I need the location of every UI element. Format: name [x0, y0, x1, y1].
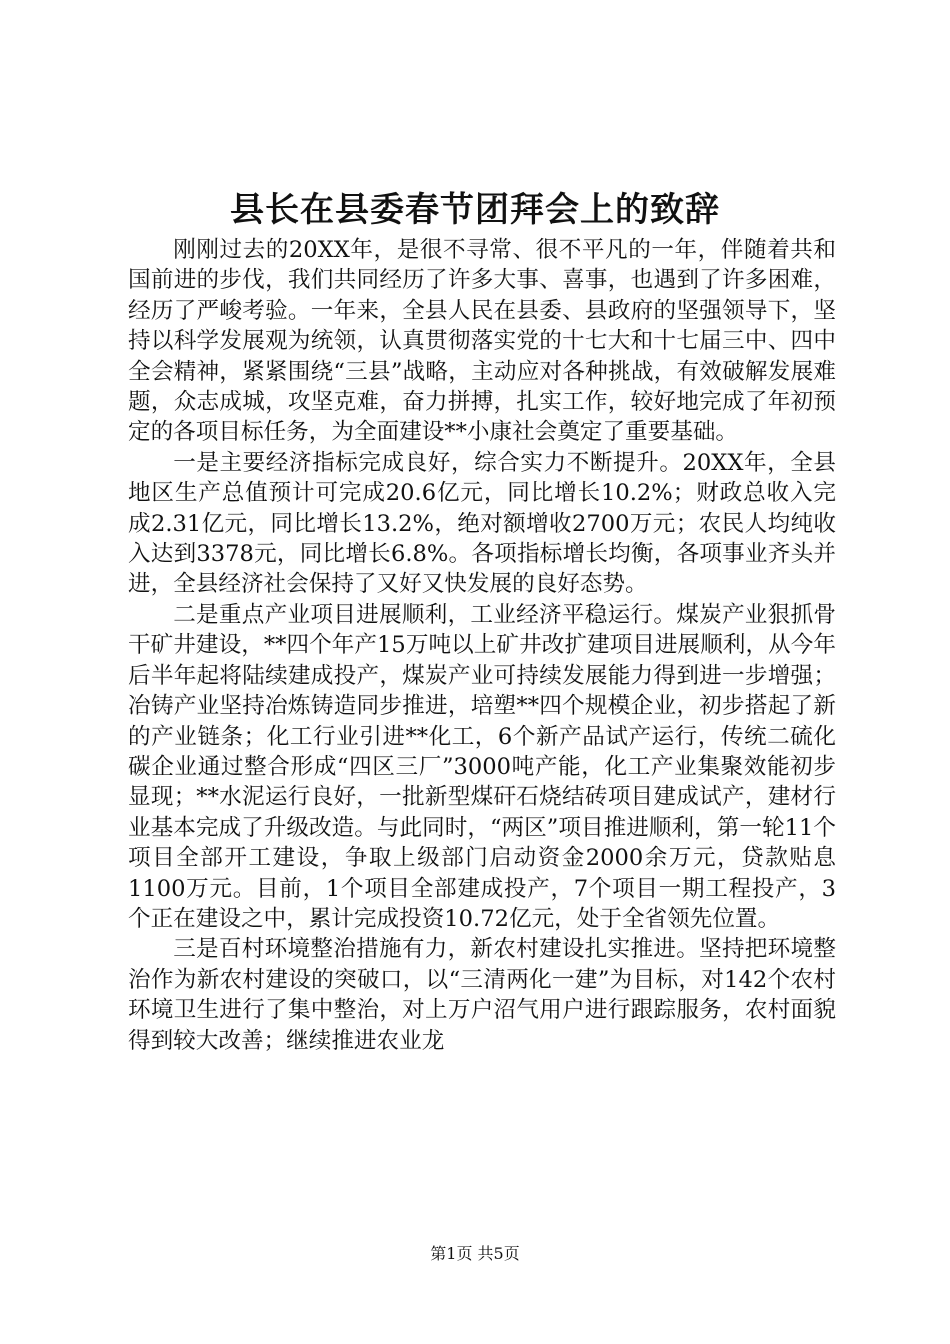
paragraph-intro: 刚刚过去的20XX年，是很不寻常、很不平凡的一年，伴随着共和国前进的步伐，我们共同经历了许多大事、喜事，也遇到了许多困难，经历了严峻考验。一年来，全县人民在县委、县政府的坚强领导下，坚持以科学发展观为统领，认真贯彻落实党的十七大和十七届三中、四中全会精神，紧紧围绕“三县”战略，主动应对各种挑战，有效破解发展难题，众志成城，攻坚克难，奋力拼搏，扎实工作，较好地完成了年初预定的各项目标任务，为全面建设**小康社会奠定了重要基础。: [128, 237, 836, 446]
paragraph-economy: 一是主要经济指标完成良好，综合实力不断提升。20XX年，全县地区生产总值预计可完成20.6亿元，同比增长10.2%；财政总收入完成2.31亿元，同比增长13.2%，绝对额增收2700万元；农民人均纯收入达到3378元，同比增长6.8%。各项指标增长均衡，各项事业齐头并进，全县经济社会保持了又好又快发展的良好态势。: [128, 449, 836, 598]
document-body: [128, 235, 836, 1056]
page-footer: 第1页 共5页: [430, 1244, 520, 1263]
paragraph-rural: 三是百村环境整治措施有力，新农村建设扎实推进。坚持把环境整治作为新农村建设的突破口，以“三清两化一建”为目标，对142个农村环境卫生进行了集中整治，对上万户沼气用户进行跟踪服务，农村面貌得到较大改善；继续推进农业龙: [128, 936, 836, 1054]
document-title: 县长在县委春节团拜会上的致辞: [230, 190, 720, 230]
paragraph-industry: 二是重点产业项目进展顺利，工业经济平稳运行。煤炭产业狠抓骨干矿井建设，**四个年产15万吨以上矿井改扩建项目进展顺利，从今年后半年起将陆续建成投产，煤炭产业可持续发展能力得到进一步增强；冶铸产业坚持冶炼铸造同步推进，培塑**四个规模企业，初步搭起了新的产业链条；化工行业引进**化工，6个新产品试产运行，传统二硫化碳企业通过整合形成“四区三厂”3000吨产能，化工产业集聚效能初步显现；**水泥运行良好，一批新型煤矸石烧结砖项目建成试产，建材行业基本完成了升级改造。与此同时，“两区”项目推进顺利，第一轮11个项目全部开工建设，争取上级部门启动资金2000余万元，贷款贴息1100万元。目前，1个项目全部建成投产，7个项目一期工程投产，3个正在建设之中，累计完成投资10.72亿元，处于全省领先位置。: [128, 601, 836, 932]
